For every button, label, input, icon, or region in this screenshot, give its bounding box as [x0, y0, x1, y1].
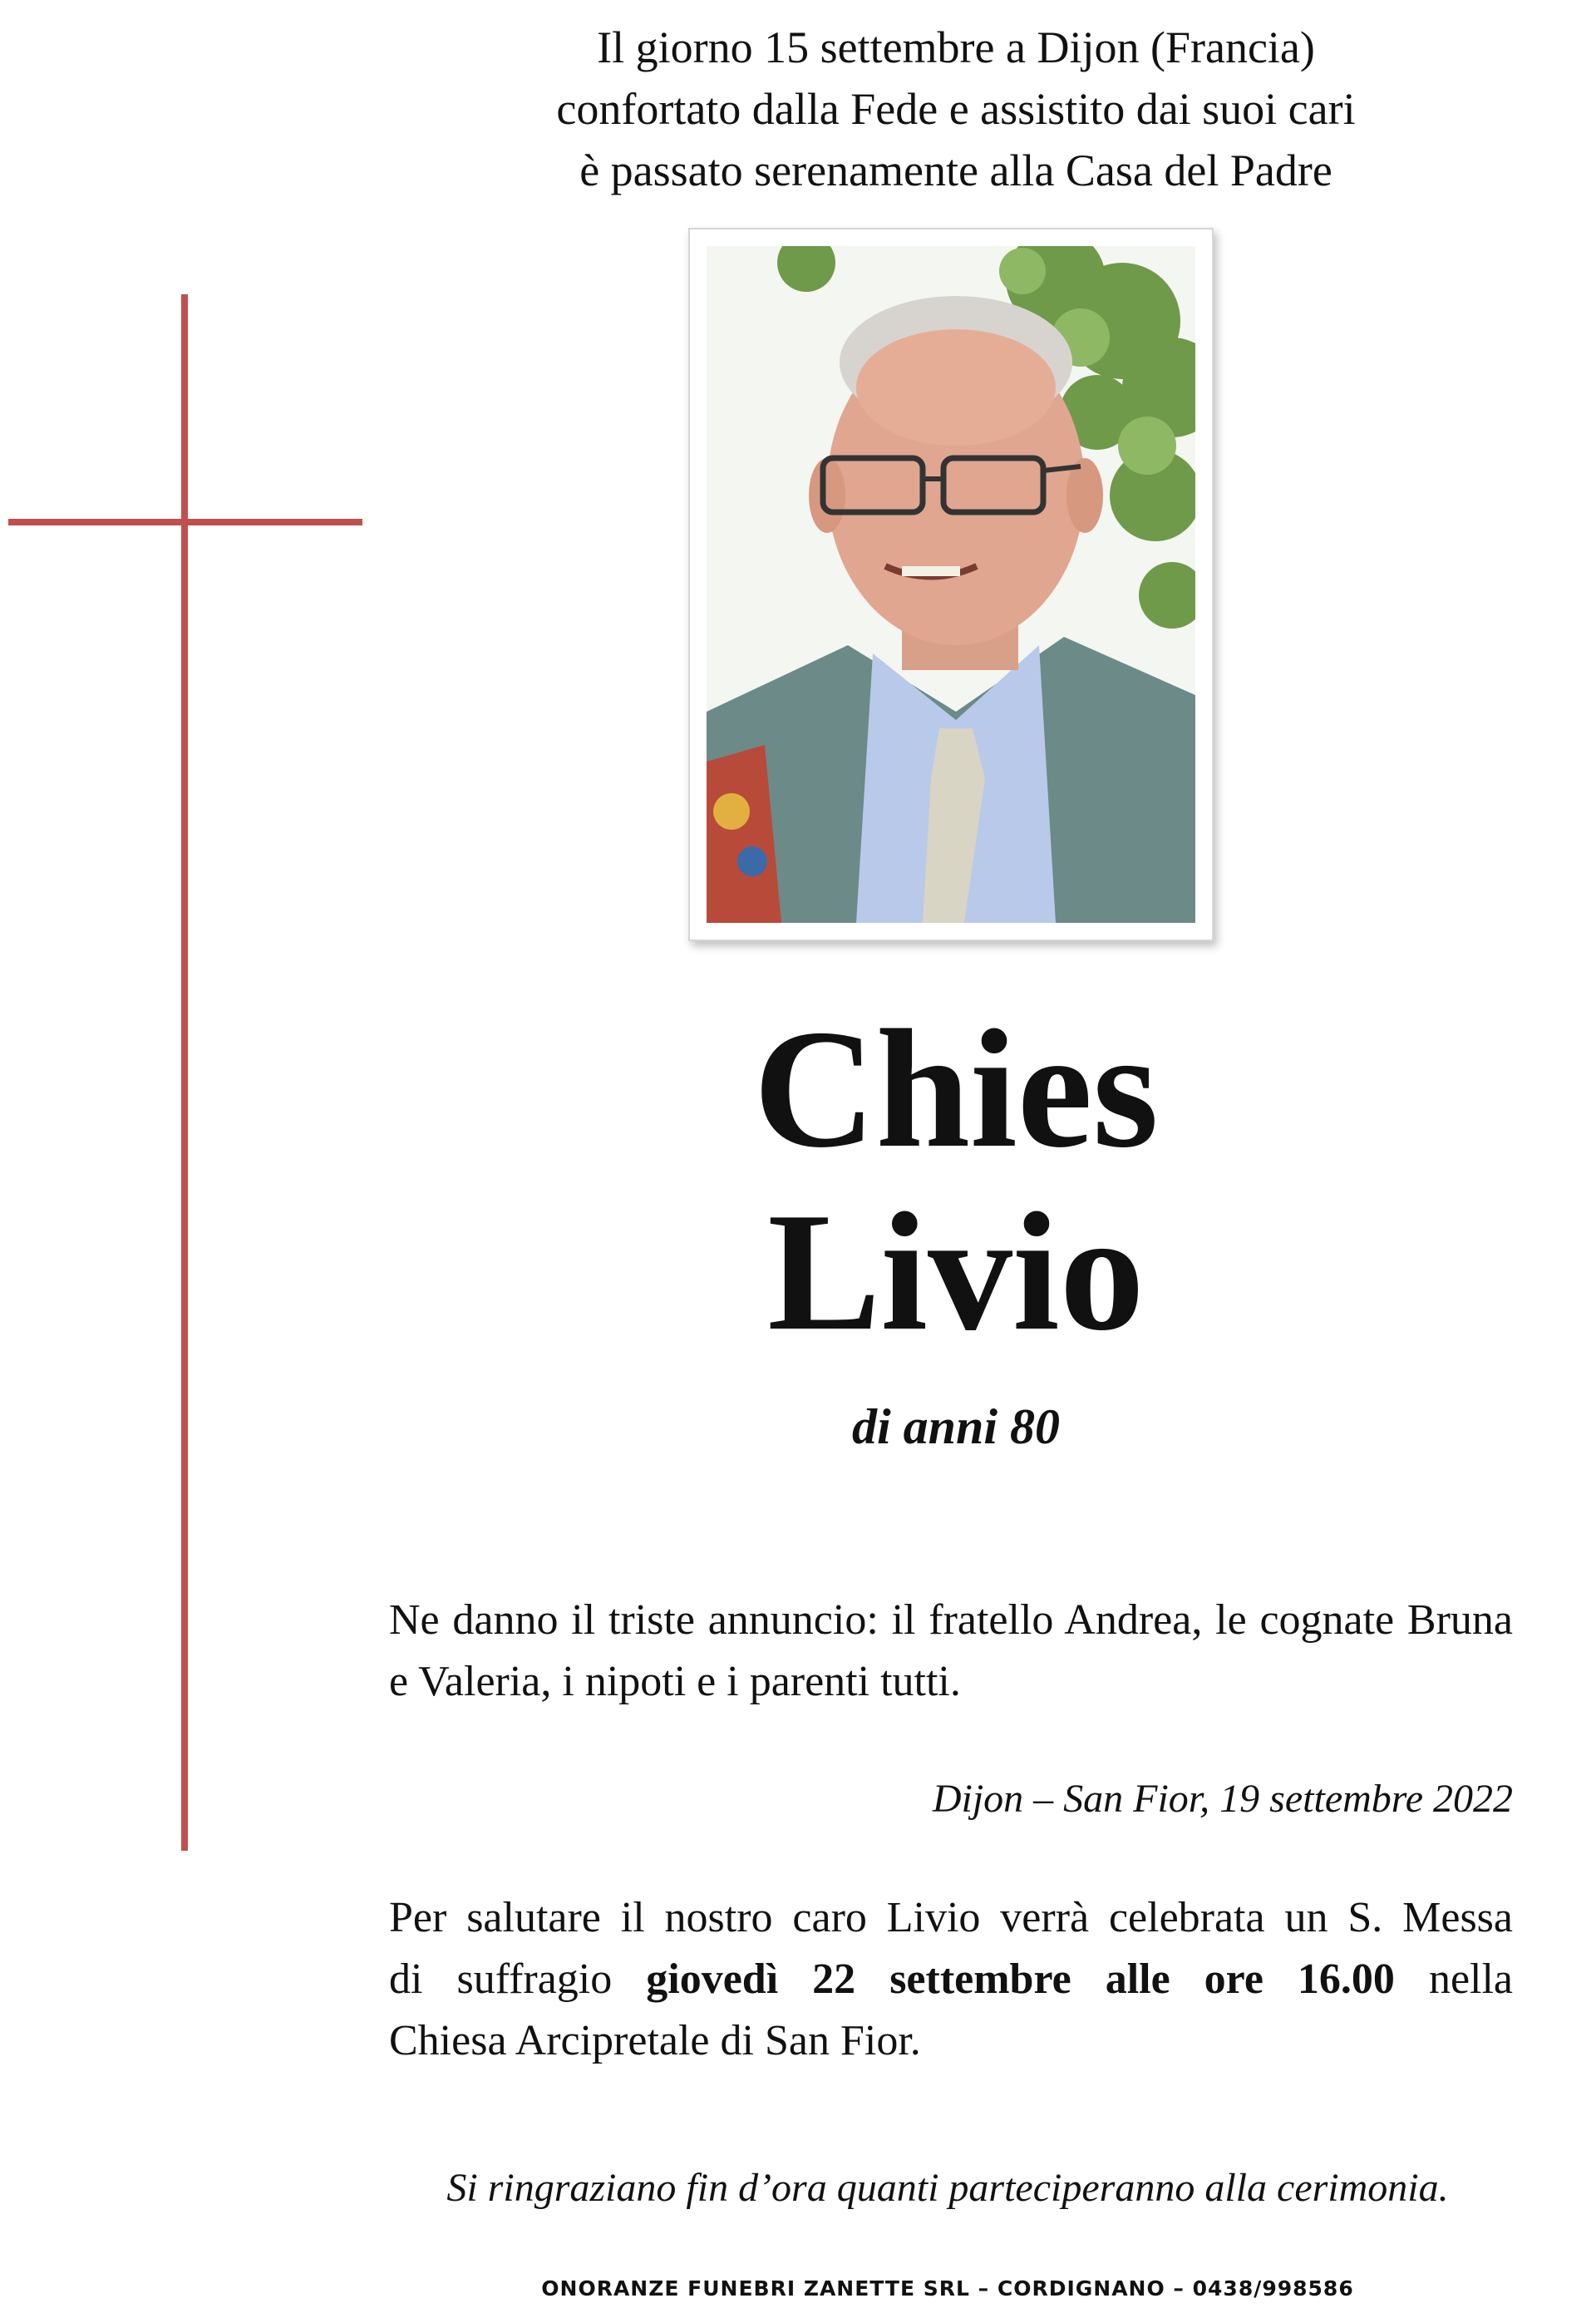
mass-line-1: Per salutare il nostro caro Livio verrà celebrata un S. Messa: [389, 1894, 1513, 1941]
place-date: Dijon – San Fior, 19 settembre 2022: [932, 1777, 1513, 1821]
announcement-text: Ne danno il triste annuncio: il fratello Andrea, le cognate Bruna e Valeria, i nipoti e i parenti tutti.: [389, 1596, 1513, 1705]
portrait-photo: [688, 228, 1214, 941]
thanks-text: Si ringraziano fin d’ora quanti parteciperanno alla cerimonia.: [446, 2166, 1449, 2210]
mass-line-2-pre: di suffragio: [389, 1955, 647, 2003]
funeral-home-footer: ONORANZE FUNEBRI ZANETTE SRL – CORDIGNANO – 0438/998586: [541, 2276, 1354, 2301]
mass-line-2-post: nella: [1394, 1955, 1513, 2003]
age-text: di anni 80: [851, 1399, 1061, 1454]
surname: Chies: [753, 995, 1159, 1183]
mass-announcement: [389, 1887, 1513, 2072]
mass-line-2: [389, 1949, 1513, 2010]
portrait-photo-icon: [707, 246, 1195, 923]
intro-text: [466, 17, 1446, 201]
intro-line-2: confortato dalla Fede e assistito dai suoi cari: [556, 84, 1356, 134]
mass-line-3: Chiesa Arcipretale di San Fior.: [389, 2017, 921, 2064]
first-name: Livio: [767, 1178, 1145, 1366]
cross-vertical-bar: [181, 294, 188, 1851]
intro-line-3: è passato serenamente alla Casa del Padre: [579, 145, 1332, 195]
cross-horizontal-bar: [8, 519, 362, 525]
mass-date-time: giovedì 22 settembre alle ore 16.00: [646, 1955, 1395, 2003]
intro-line-1: Il giorno 15 settembre a Dijon (Francia): [597, 22, 1315, 72]
